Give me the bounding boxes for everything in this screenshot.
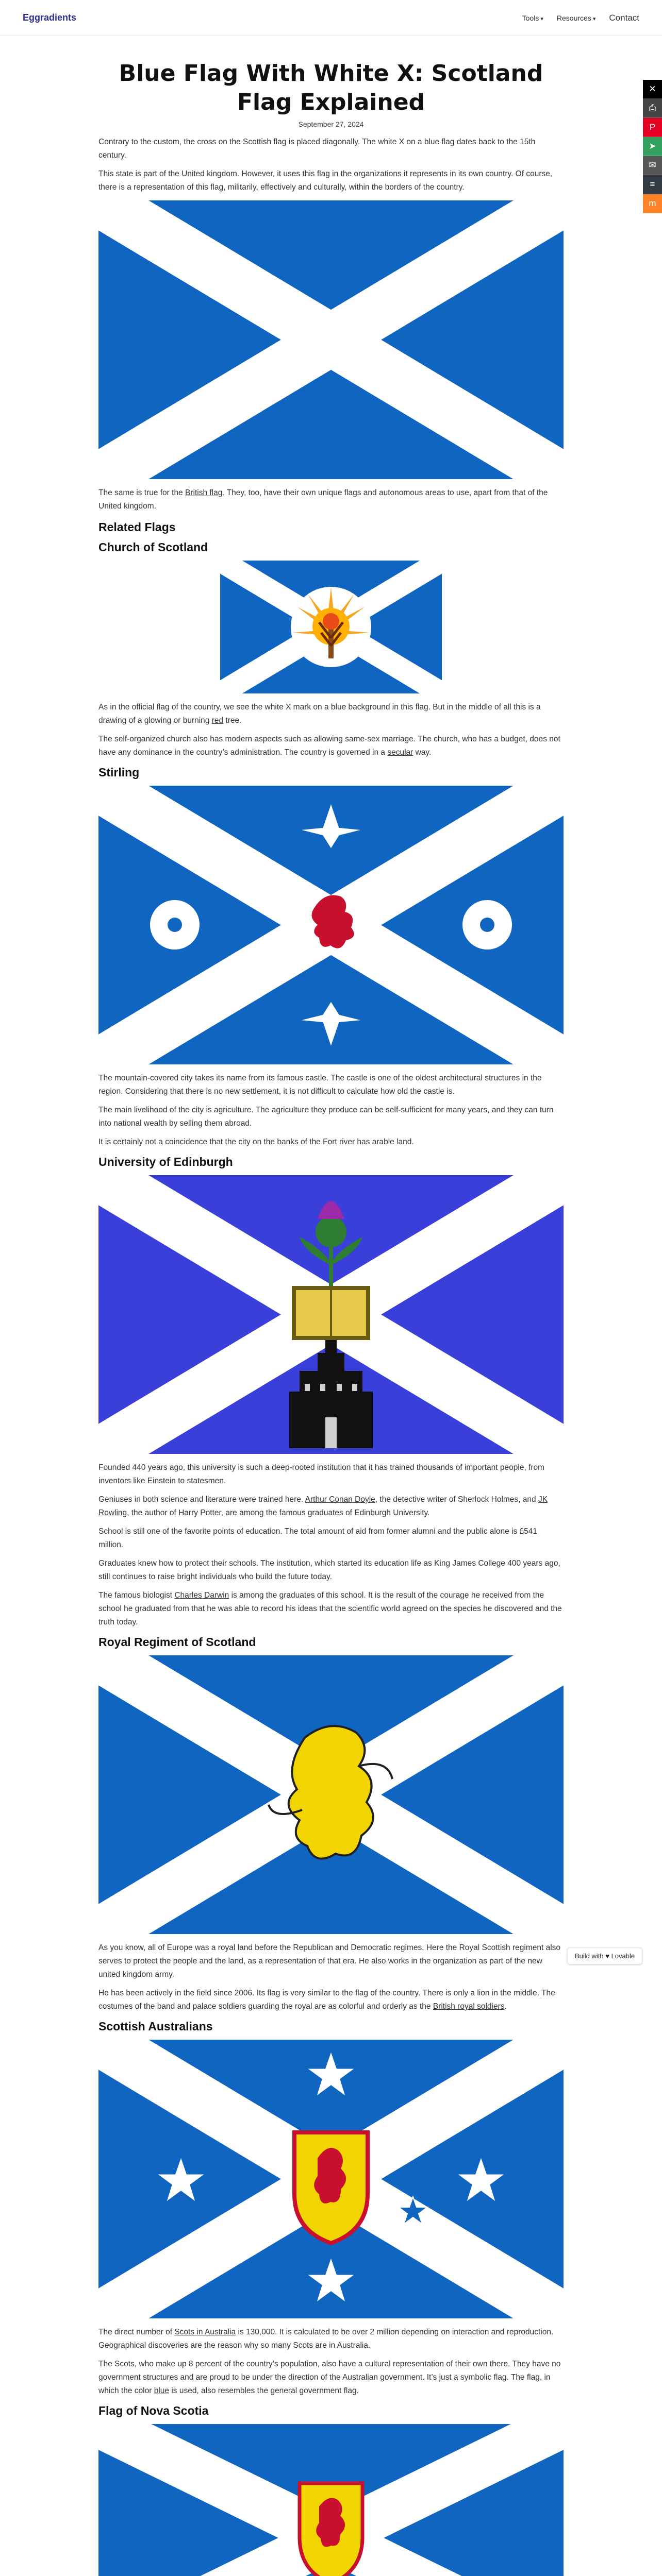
top-navigation-bar bbox=[0, 0, 662, 36]
section-heading: Stirling bbox=[98, 766, 140, 779]
nav-resources-dropdown[interactable]: Resources ▾ bbox=[557, 14, 596, 22]
scots-in-australia-link[interactable]: Scots in Australia bbox=[174, 2328, 236, 2336]
email-share-icon[interactable]: ✉ bbox=[643, 156, 662, 175]
british-royal-soldiers-link[interactable]: British royal soldiers bbox=[433, 2002, 505, 2011]
buffer-share-icon[interactable]: ≡ bbox=[643, 175, 662, 194]
paragraph: School is still one of the favorite points of education. The total amount of aid from former alumni and the public alone is £541 million. bbox=[98, 1527, 537, 1549]
paragraph: The direct number of Scots in Australia is 130,000. It is calculated to be over 2 million depending on interaction and reproduction. Geographical discoveries are the reason why so many Scots are in Australia. bbox=[98, 2328, 554, 2350]
paragraph: Graduates knew how to protect their schools. The institution, which started its education life as King James College 400 years ago, still continues to raise bright individuals who build the future today. bbox=[98, 1559, 560, 1581]
university-of-edinburgh-flag-image bbox=[98, 1175, 564, 1454]
mix-share-icon[interactable]: m bbox=[643, 194, 662, 213]
intro-paragraph: This state is part of the United kingdom. However, it uses this flag in the organizations it represents in its own country. Of course, there is a representation of this flag, militarily, effectively and culturally, within the borders of the country. bbox=[98, 170, 553, 192]
paragraph: Founded 440 years ago, this university is such a deep-rooted institution that it has trained thousands of important people, from inventors like Einstein to statesmen. bbox=[98, 1463, 545, 1485]
british-flag-link[interactable]: British flag bbox=[185, 488, 223, 497]
print-share-icon[interactable]: ⎙ bbox=[643, 99, 662, 118]
x-share-icon[interactable]: ✕ bbox=[643, 80, 662, 99]
nova-scotia-flag-image bbox=[98, 2424, 564, 2576]
stirling-flag-image bbox=[98, 786, 564, 1064]
scottish-australians-flag-image bbox=[98, 2040, 564, 2318]
church-of-scotland-flag-image bbox=[220, 561, 442, 693]
section-heading: Royal Regiment of Scotland bbox=[98, 1635, 256, 1649]
blue-link[interactable]: blue bbox=[154, 2386, 170, 2395]
paragraph: As you know, all of Europe was a royal land before the Republican and Democratic regimes. Here the Royal Scottish regiment also serves to protect the people and the land, as a representation of that era. He also works in the organization as part of the new united kingdom army. bbox=[98, 1943, 561, 1979]
red-link[interactable]: red bbox=[211, 716, 224, 725]
paragraph: The self-organized church also has modern aspects such as allowing same-sex marriage. The church, who has a budget, does not have any dominance in the country’s administration. The country is governed in a secular way. bbox=[98, 735, 560, 757]
pinterest-share-icon[interactable]: P bbox=[643, 118, 662, 137]
royal-coat-of-arms-emblem bbox=[300, 2483, 362, 2576]
burning-bush-emblem bbox=[291, 587, 371, 667]
paragraph: He has been actively in the field since 2006. Its flag is very similar to the flag of the country. There is only a lion in the middle. The costumes of the band and palace soldiers guarding the royal are as colorful and orderly as the British royal soldiers. bbox=[98, 1989, 555, 2011]
jk-rowling-link[interactable]: JK Rowling bbox=[98, 1495, 548, 1517]
section-heading: University of Edinburgh bbox=[98, 1155, 233, 1168]
telegram-share-icon[interactable]: ➤ bbox=[643, 137, 662, 156]
main-nav bbox=[522, 13, 639, 23]
paragraph: It is certainly not a coincidence that the city on the banks of the Fort river has arable land. bbox=[98, 1138, 414, 1146]
share-sidebar bbox=[643, 80, 662, 213]
arthur-conan-doyle-link[interactable]: Arthur Conan Doyle bbox=[305, 1495, 375, 1504]
section-heading: Church of Scotland bbox=[98, 540, 208, 554]
article bbox=[98, 59, 564, 2576]
nav-contact-link[interactable]: Contact bbox=[609, 12, 639, 23]
build-with-lovable-badge[interactable]: Build with ♥ Lovable bbox=[567, 1947, 642, 1964]
royal-coat-of-arms-emblem bbox=[294, 2132, 368, 2243]
charles-darwin-link[interactable]: Charles Darwin bbox=[174, 1591, 229, 1600]
paragraph: Geniuses in both science and literature were trained here. Arthur Conan Doyle, the detective writer of Sherlock Holmes, and JK Rowling, the author of Harry Potter, are among the famous graduates of Edinburgh University. bbox=[98, 1495, 548, 1517]
royal-regiment-flag-image bbox=[98, 1655, 564, 1934]
article-date: September 27, 2024 bbox=[298, 120, 364, 128]
paragraph: The Scots, who make up 8 percent of the country’s population, also have a cultural representation of their own there. They have no government structures and are proud to be under the direction of the Australian government. It’s just a symbolic flag. The flag, in which the color blue is used, also resembles the general government flag. bbox=[98, 2360, 561, 2395]
paragraph: The famous biologist Charles Darwin is among the graduates of this school. It is the result of the courage he received from the school he graduated from that he was able to record his ideas that the scientific world agreed on the species he discovered and the truth today. bbox=[98, 1591, 562, 1626]
paragraph: As in the official flag of the country, we see the white X mark on a blue background in this flag. But in the middle of all this is a drawing of a glowing or burning red tree. bbox=[98, 703, 541, 725]
article-title: Blue Flag With White X: Scotland Flag Explained bbox=[119, 60, 543, 115]
intro-paragraph: Contrary to the custom, the cross on the Scottish flag is placed diagonally. The white X on a blue flag dates back to the 15th century. bbox=[98, 138, 536, 160]
nav-tools-dropdown[interactable]: Tools ▾ bbox=[522, 14, 543, 22]
section-heading: Flag of Nova Scotia bbox=[98, 2404, 209, 2417]
paragraph: The main livelihood of the city is agriculture. The agriculture they produce can be self-sufficient for many years, and they can turn into national wealth by selling them abroad. bbox=[98, 1106, 554, 1128]
open-book-emblem bbox=[292, 1286, 370, 1340]
paragraph: The mountain-covered city takes its name from its famous castle. The castle is one of the oldest architectural structures in the region. Considering that there is no new settlement, it is not difficult to calculate how old the castle is. bbox=[98, 1074, 542, 1096]
paragraph-british-flag: The same is true for the British flag. They, too, have their own unique flags and autonomous areas to use, apart from that of the United kingdom. bbox=[98, 488, 548, 511]
section-heading: Scottish Australians bbox=[98, 2020, 213, 2033]
secular-link[interactable]: secular bbox=[387, 748, 413, 757]
scotland-flag-image bbox=[98, 200, 564, 479]
site-logo[interactable]: Eggradients bbox=[23, 12, 77, 23]
related-flags-heading: Related Flags bbox=[98, 520, 176, 534]
